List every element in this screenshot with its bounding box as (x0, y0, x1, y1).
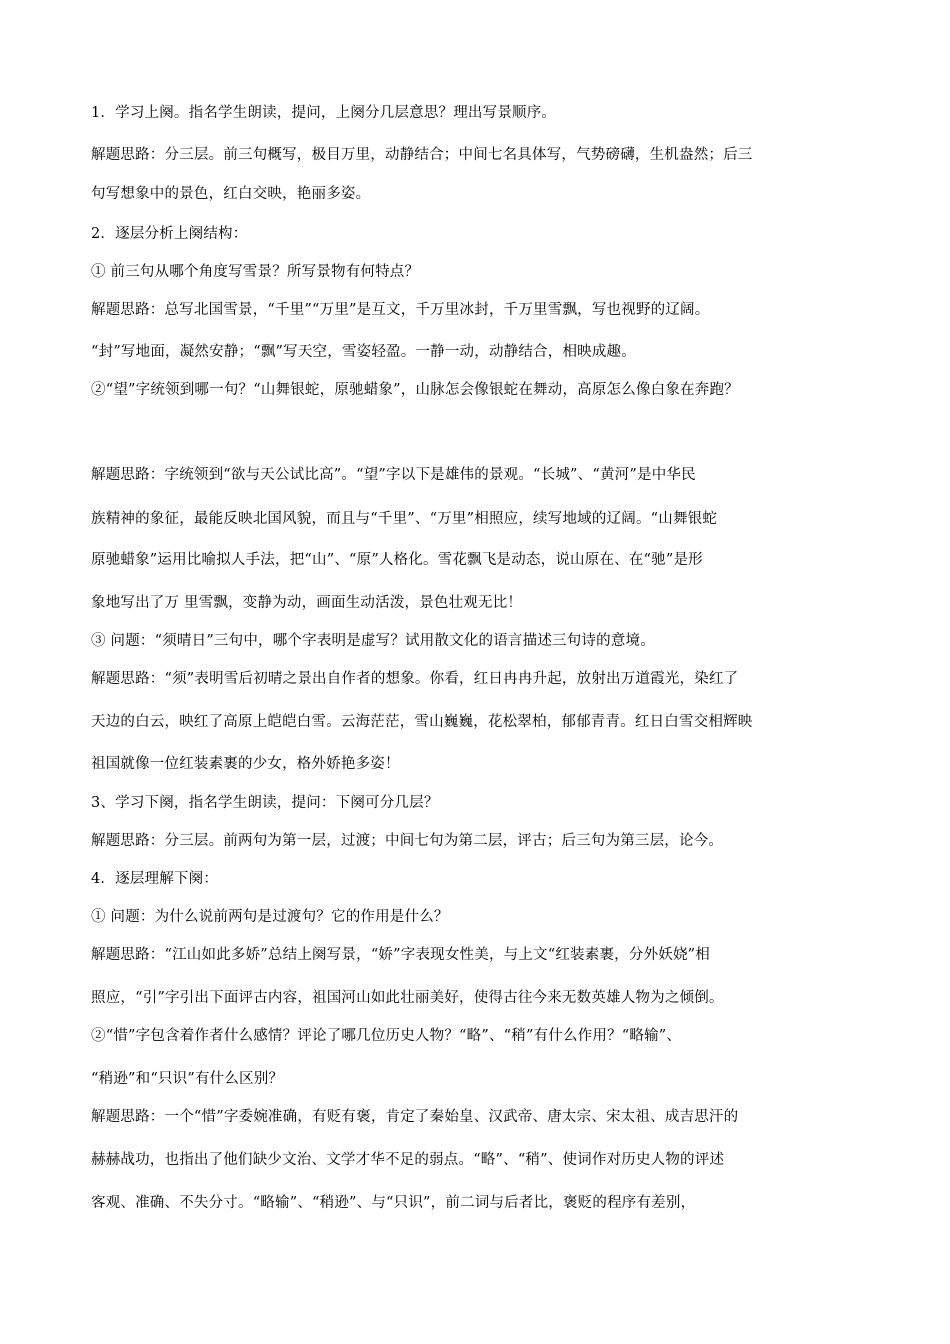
text-line: “稍逊”和“只识”有什么区别？ (91, 1071, 284, 1087)
text-line: “封”写地面，凝然安静；“飘”写天空，雪姿轻盈。一静一动，动静结合，相映成趣。 (91, 344, 636, 360)
text-line: 解题思路：分三层。前三句概写，极目万里，动静结合；中间七名具体写，气势磅礴，生机盎然；后三 (91, 147, 753, 163)
text-line: 解题思路：总写北国雪景，“千里”“万里”是互文，千万里冰封，千万里雪飘，写也视野的辽阔。 (91, 302, 710, 318)
text-line: 解题思路：“江山如此多娇”总结上阕写景，“娇”字表现女性美，与上文“红装素裹，分外妖娆”相 (91, 947, 710, 963)
text-line: ① 问题：为什么说前两句是过渡句？它的作用是什么？ (91, 909, 449, 925)
text-line: ②“惜”字包含着作者什么感情？评论了哪几位历史人物？“略”、“稍”有什么作用？“略输”、 (91, 1028, 682, 1044)
text-line: ① 前三句从哪个角度写雪景？所写景物有何特点？ (91, 264, 420, 280)
text-line: 天边的白云，映红了高原上皑皑白雪。云海茫茫，雪山巍巍，花松翠柏，郁郁青青。红日白雪交相辉映 (91, 714, 753, 730)
text-line: 解题思路：分三层。前两句为第一层，过渡；中间七句为第二层，评古；后三句为第三层，论今。 (91, 833, 724, 849)
text-line: 照应，“引”字引出下面评古内容，祖国河山如此壮丽美好，使得古往今来无数英雄人物为之倾倒。 (91, 990, 724, 1006)
text-line: 祖国就像一位红装素裹的少女，格外娇艳多姿！ (91, 756, 400, 772)
text-line: 4．逐层理解下阕： (91, 871, 219, 887)
text-line: 3、学习下阕，指名学生朗读，提问：下阕可分几层？ (91, 795, 439, 811)
text-line: 赫赫战功，也指出了他们缺少文治、文学才华不足的弱点。“略”、“稍”、使词作对历史人物的评述 (91, 1152, 725, 1168)
text-line: 1．学习上阕。指名学生朗读，提问，上阕分几层意思？理出写景顺序。 (91, 105, 557, 121)
text-line: 客观、准确、不失分寸。“略输”、“稍逊”、与“只识”，前二词与后者比，褒贬的程序有差别， (91, 1195, 696, 1211)
text-line: 解题思路：一个“惜”字委婉准确，有贬有褒，肯定了秦始皇、汉武帝、唐太宗、宋太祖、成吉思汗的 (91, 1109, 739, 1125)
text-line: ②“望”字统领到哪一句？“山舞银蛇，原驰蜡象”，山脉怎会像银蛇在舞动，高原怎么像白象在奔跑？ (91, 382, 739, 398)
text-line: 解题思路：字统领到“欲与天公试比高”。“望”字以下是雄伟的景观。“长城”、“黄河”是中华民 (91, 467, 696, 483)
text-line: 原驰蜡象”运用比喻拟人手法，把“山”、“原”人格化。雪花飘飞是动态，说山原在、在“驰”是形 (91, 552, 703, 568)
text-line: 2．逐层分析上阕结构： (91, 226, 248, 242)
text-line: 象地写出了万 里雪飘，变静为动，画面生动活泼，景色壮观无比！ (91, 595, 523, 611)
text-line: 解题思路：“须”表明雪后初晴之景出自作者的想象。你看，红日冉冉升起，放射出万道霞光，染红了 (91, 671, 739, 687)
text-line: 句写想象中的景色，红白交映，艳丽多姿。 (91, 186, 371, 202)
text-line: ③ 问题：“须晴日”三句中，哪个字表明是虚写？试用散文化的语言描述三句诗的意境。 (91, 633, 655, 649)
text-line: 族精神的象征，最能反映北国风貌，而且与“千里”、“万里”相照应，续写地域的辽阔。“山舞银蛇 (91, 511, 718, 527)
